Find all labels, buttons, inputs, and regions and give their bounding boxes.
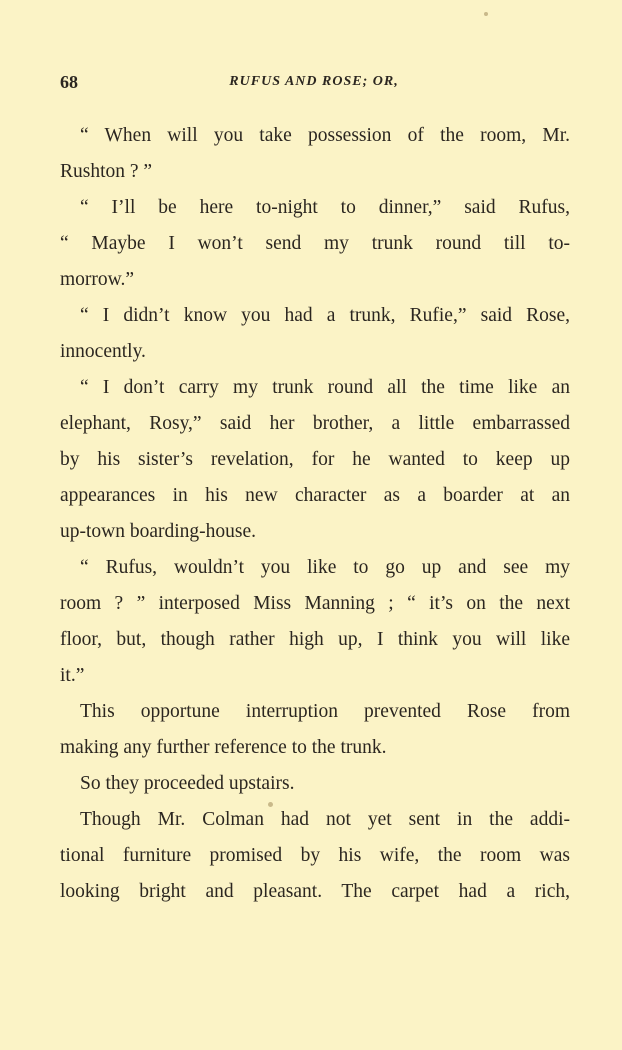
body-text — [60, 118, 570, 910]
text-line: room ? ” interposed Miss Manning ; “ it’s on the next — [60, 593, 570, 614]
text-line: looking bright and pleasant. The carpet had a rich, — [60, 881, 570, 902]
running-head: RUFUS AND ROSE; OR, — [229, 74, 399, 89]
text-line: appearances in his new character as a boarder at an — [60, 485, 570, 506]
text-line: “ When will you take possession of the room, Mr. — [80, 125, 570, 146]
text-line: “ I didn’t know you had a trunk, Rufie,” said Rose, — [80, 305, 570, 326]
text-line: “ I’ll be here to-night to dinner,” said Rufus, — [80, 197, 570, 218]
text-line: by his sister’s revelation, for he wanted to keep up — [60, 449, 570, 470]
text-line: “ I don’t carry my trunk round all the time like an — [80, 377, 570, 398]
text-line: Rushton ? ” — [60, 161, 153, 182]
text-line: it.” — [60, 665, 85, 686]
text-line: elephant, Rosy,” said her brother, a little embarrassed — [60, 413, 570, 434]
text-line: So they proceeded upstairs. — [80, 773, 295, 794]
text-line: Though Mr. Colman had not yet sent in the addi- — [80, 809, 570, 830]
page-number: 68 — [60, 72, 78, 92]
text-line: making any further reference to the trunk. — [60, 737, 387, 758]
text-line: This opportune interruption prevented Rose from — [80, 701, 570, 722]
text-line: tional furniture promised by his wife, the room was — [60, 845, 570, 866]
text-line: “ Maybe I won’t send my trunk round till to- — [60, 233, 570, 254]
paper-speck — [484, 12, 488, 16]
text-line: morrow.” — [60, 269, 135, 290]
text-line: “ Rufus, wouldn’t you like to go up and see my — [80, 557, 570, 578]
text-line: floor, but, though rather high up, I think you will like — [60, 629, 570, 650]
text-line: innocently. — [60, 341, 146, 362]
page-header — [60, 72, 568, 98]
text-line: up-town boarding-house. — [60, 521, 257, 542]
paper-speck — [268, 802, 273, 807]
